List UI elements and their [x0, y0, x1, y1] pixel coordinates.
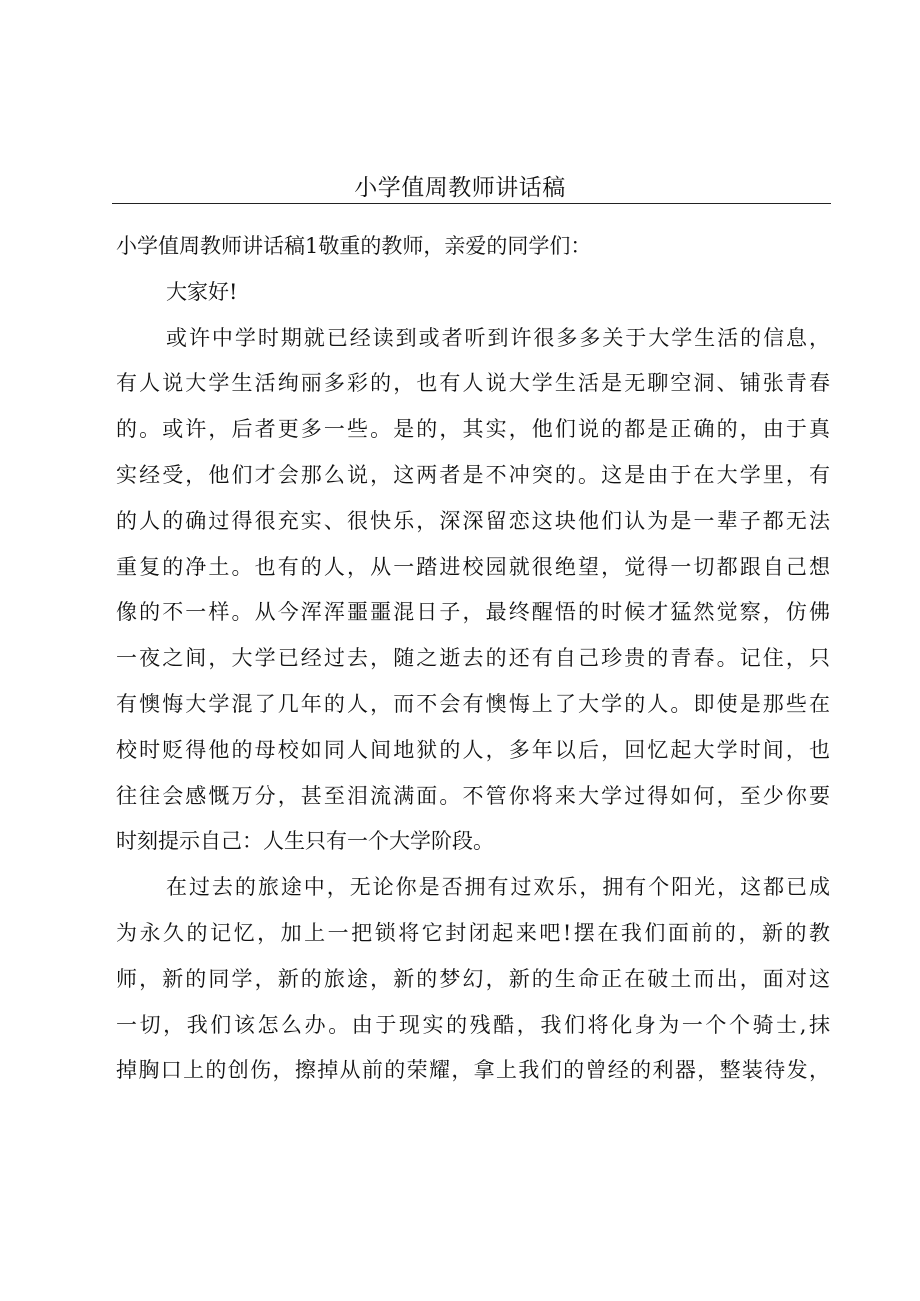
- text-line: 为永久的记忆，加上一把锁将它封闭起来吧!摆在我们面前的，新的教: [116, 920, 830, 945]
- text-line: 小学值周教师讲话稿1敬重的教师，亲爱的同学们：: [116, 234, 592, 258]
- document-body: [116, 224, 830, 1094]
- text-line: 有人说大学生活绚丽多彩的，也有人说大学生活是无聊空洞、铺张青春: [116, 371, 830, 396]
- document-title: 小学值周教师讲话稿: [354, 175, 566, 201]
- text-line: 有懊悔大学混了几年的人，而不会有懊悔上了大学的人。即使是那些在: [116, 691, 830, 716]
- text-line: 或许中学时期就已经读到或者听到许很多多关于大学生活的信息，: [166, 325, 830, 350]
- text-line: 校时贬得他的母校如同人间地狱的人，多年以后，回忆起大学时间，也: [116, 737, 830, 762]
- text-line: 往往会感慨万分，甚至泪流满面。不管你将来大学过得如何，至少你要: [116, 783, 830, 808]
- text-line: 掉胸口上的创伤，擦掉从前的荣耀，拿上我们的曾经的利器，整装待发，: [116, 1058, 830, 1083]
- text-line: 重复的净土。也有的人，从一踏进校园就很绝望，觉得一切都跟自己想: [116, 554, 830, 579]
- text-line: 实经受，他们才会那么说，这两者是不冲突的。这是由于在大学里，有: [116, 462, 830, 487]
- text-line: 一夜之间，大学已经过去，随之逝去的还有自己珍贵的青春。记住，只: [116, 646, 830, 671]
- text-line: 的人的确过得很充实、很快乐，深深留恋这块他们认为是一辈子都无法: [116, 508, 830, 533]
- text-line: 一切，我们该怎么办。由于现实的残酷，我们将化身为一个个骑士,抹: [116, 1012, 830, 1037]
- text-line: 在过去的旅途中，无论你是否拥有过欢乐，拥有个阳光，这都已成: [166, 875, 830, 900]
- text-line: 的。或许，后者更多一些。是的，其实，他们说的都是正确的，由于真: [116, 417, 830, 442]
- text-line: 时刻提示自己：人生只有一个大学阶段。: [116, 829, 494, 854]
- text-line: 像的不一样。从今浑浑噩噩混日子，最终醒悟的时候才猛然觉察，仿佛: [116, 600, 830, 625]
- text-line: 师，新的同学，新的旅途，新的梦幻，新的生命正在破土而出，面对这: [116, 966, 830, 991]
- title-divider: [112, 203, 831, 204]
- text-line: 大家好!: [166, 279, 238, 304]
